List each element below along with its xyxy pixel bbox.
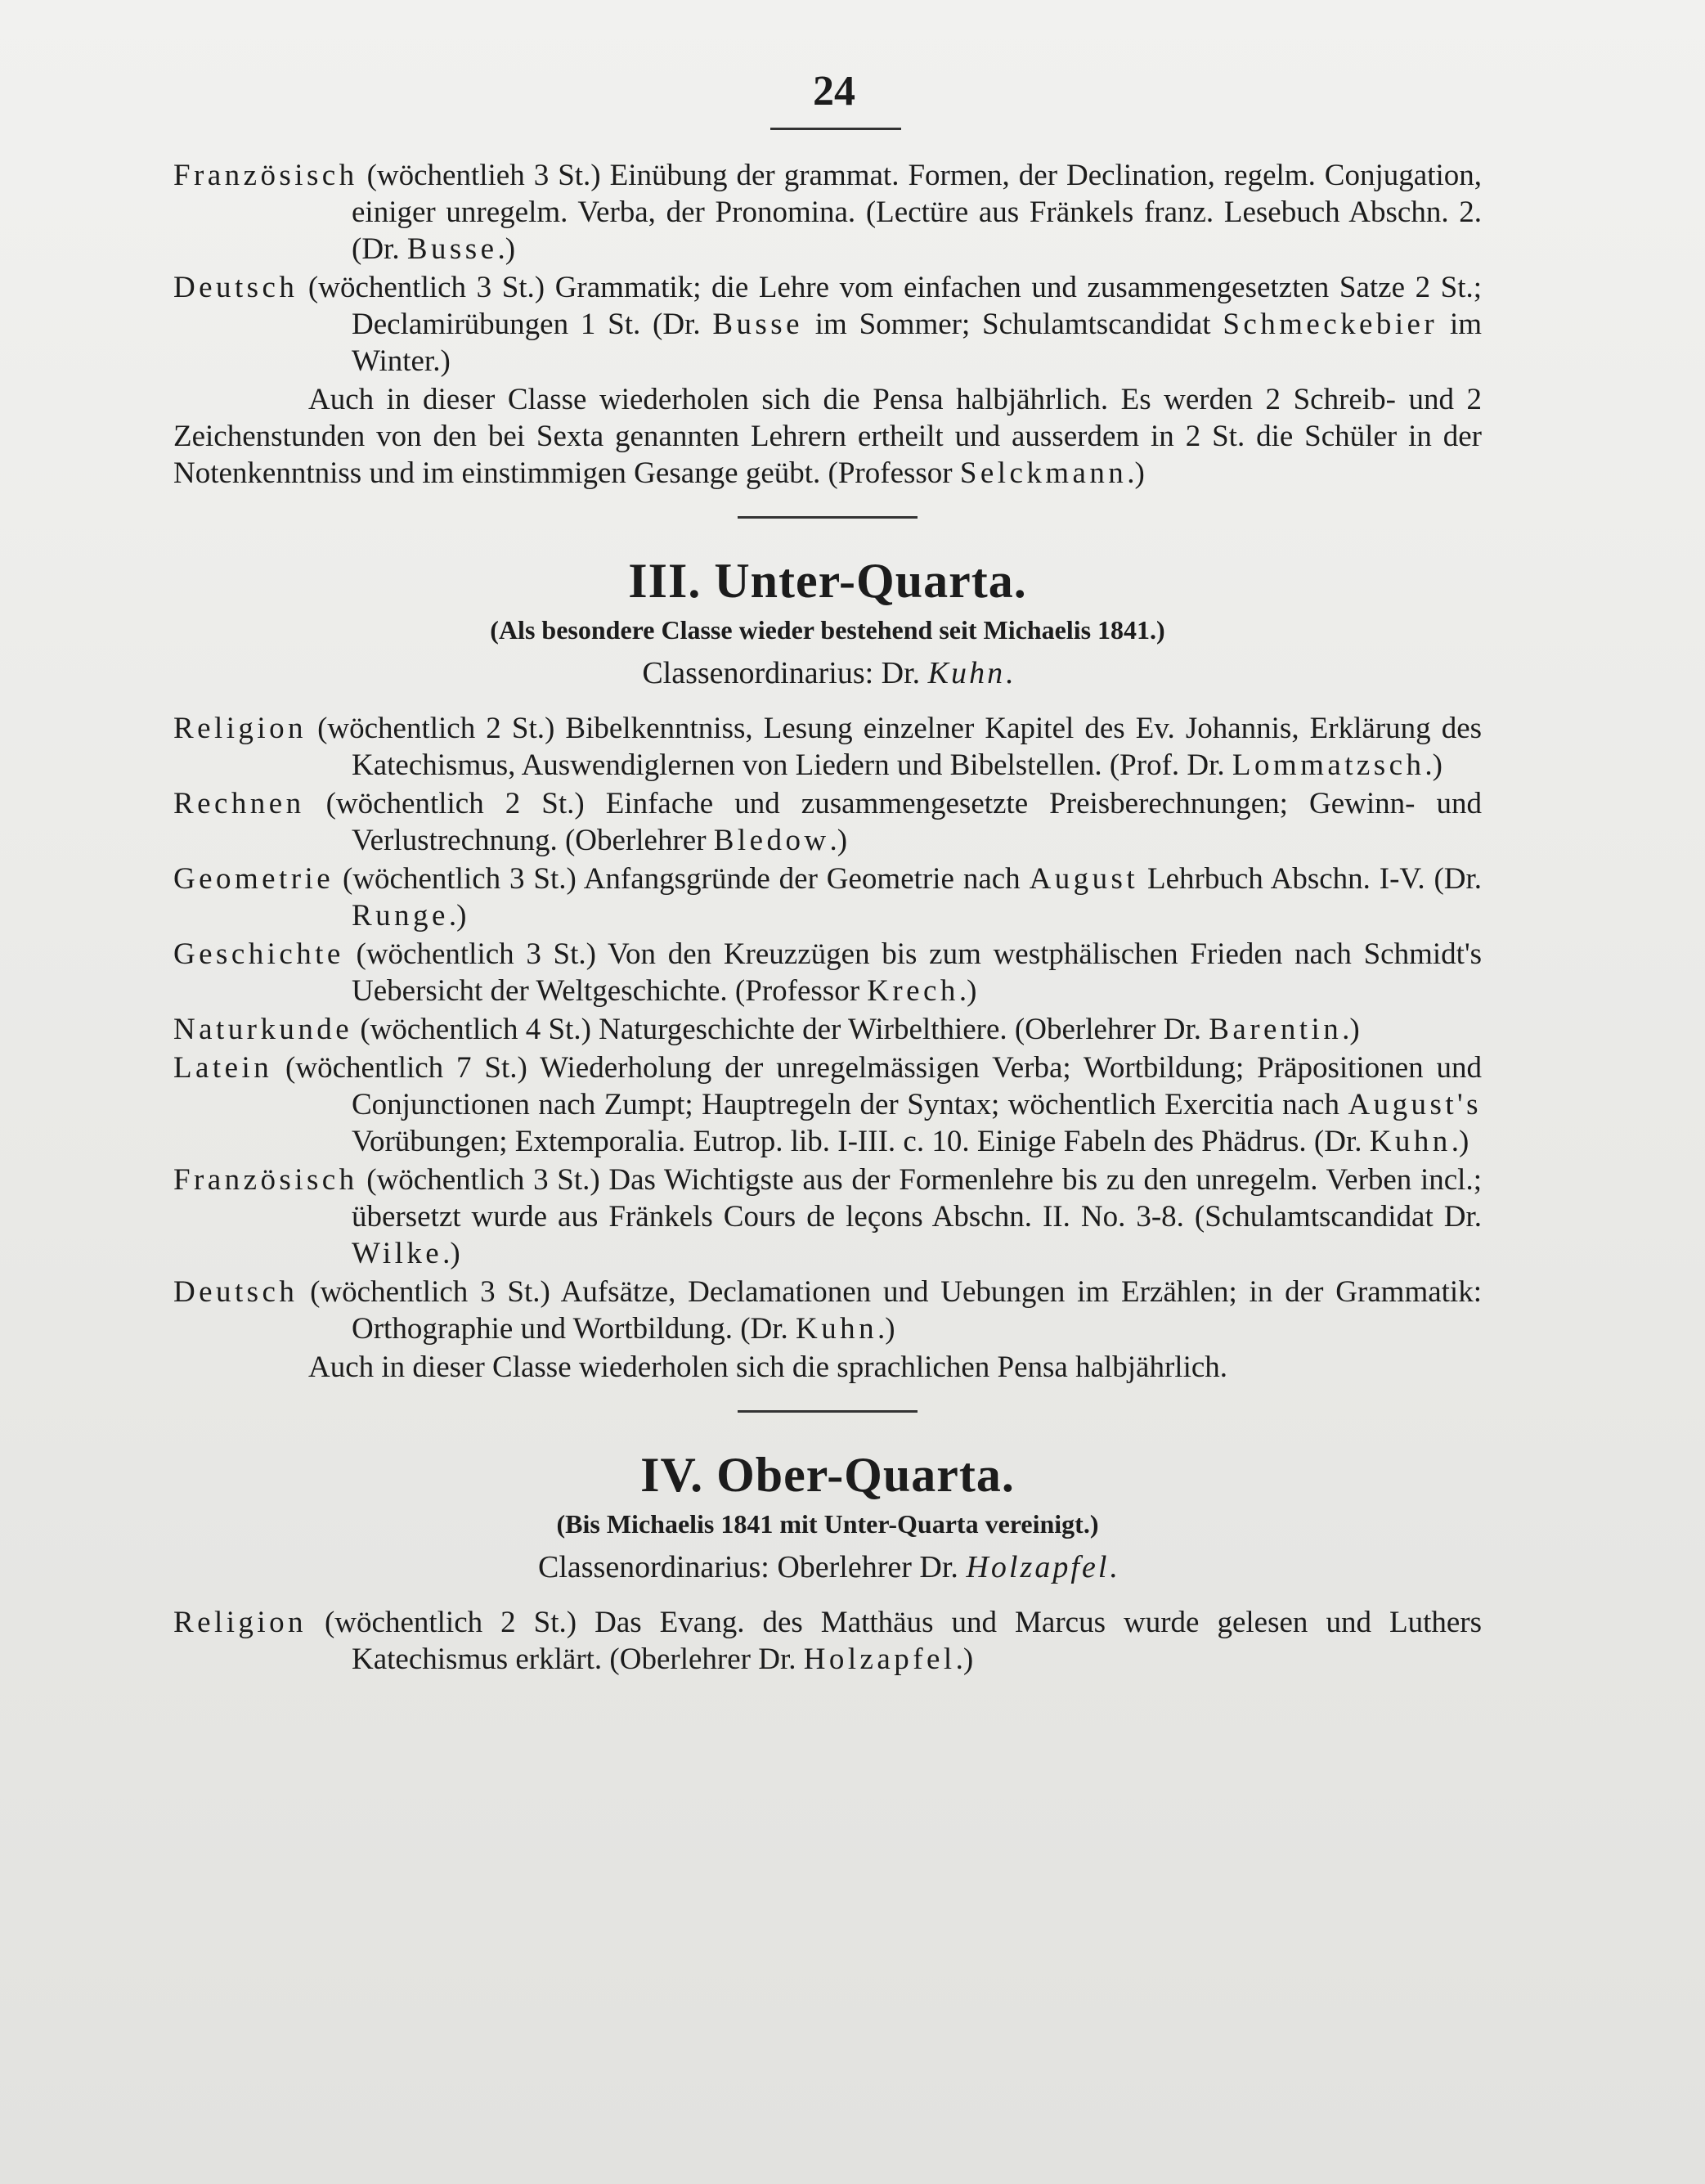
entry-continuation: im Sommer; Schulamtscandidat	[814, 308, 1211, 341]
teacher-name: Barentin	[1209, 1013, 1343, 1046]
intro-note	[173, 381, 1482, 492]
subject-name: Deutsch	[173, 1275, 298, 1309]
subject-name: Deutsch	[173, 271, 298, 304]
entry-rechnen	[173, 785, 1482, 859]
section-title: IV. Ober-Quarta.	[640, 1448, 1015, 1502]
entry-latein	[173, 1049, 1482, 1160]
subject-hours: (wöchentlich 3 St.)	[307, 271, 545, 304]
section-divider	[738, 516, 918, 519]
entry-continuation: Lehrbuch Abschn. I-V. (Dr.	[1147, 862, 1483, 896]
entry-end: .)	[955, 1642, 974, 1676]
teacher-name: August	[1029, 862, 1139, 896]
subject-hours: (wöchentlieh 3 St.)	[366, 159, 601, 192]
subject-hours: (wöchentlich 2 St.)	[324, 1606, 577, 1639]
subject-description: Von den Kreuzzügen bis zum westphälischen Frieden nach Schmidt's Uebersicht der Weltgeschichte. (Professor	[352, 937, 1483, 1008]
note-end: .)	[1127, 456, 1145, 490]
teacher-name: August's	[1348, 1088, 1482, 1121]
entry-deutsch	[173, 1274, 1482, 1347]
ordinarius-name: Holzapfel	[966, 1550, 1110, 1584]
note-text: Auch in dieser Classe wiederholen sich die Pensa halbjährlich. Es werden 2 Schreib- und 2 Zeichenstunden von den bei Sexta genannten Lehrern ertheilt und ausserdem in 2 St. die Schüler in der Notenkenntniss und im einstimmigen Gesange geübt. (Professor	[173, 383, 1482, 490]
teacher-name-2: Runge	[352, 899, 449, 932]
subject-hours: (wöchentlich 3 St.)	[356, 937, 596, 971]
entry-geometrie	[173, 861, 1482, 934]
subject-description: Bibelkenntniss, Lesung einzelner Kapitel des Ev. Johannis, Erklärung des Katechismus, Auswendiglernen von Liedern und Bibelstellen. (Prof. Dr.	[352, 712, 1483, 782]
entry-end: .)	[497, 232, 516, 266]
subject-name: Französisch	[173, 159, 358, 192]
subject-description: Das Evang. des Matthäus und Marcus wurde gelesen und Luthers Katechismus erklärt. (Oberlehrer Dr.	[352, 1606, 1482, 1676]
section-title: III. Unter-Quarta.	[628, 554, 1027, 608]
teacher-name: Bledow	[713, 824, 830, 857]
entry-franzoesisch-previous	[173, 157, 1482, 267]
section-header-ober-quarta	[173, 1410, 1482, 1589]
section-note: Auch in dieser Classe wiederholen sich die sprachlichen Pensa halbjährlich.	[308, 1350, 1228, 1384]
ordinarius-label: Classenordinarius: Dr.	[642, 656, 921, 690]
subject-description: Naturgeschichte der Wirbelthiere. (Oberlehrer Dr.	[599, 1013, 1201, 1046]
entry-deutsch-previous	[173, 269, 1482, 380]
ordinarius-label: Classenordinarius: Oberlehrer Dr.	[537, 1550, 958, 1584]
subject-hours: (wöchentlich 3 St.)	[366, 1163, 600, 1197]
section-subtitle: (Bis Michaelis 1841 mit Unter-Quarta vereinigt.)	[556, 1509, 1099, 1539]
entry-naturkunde	[173, 1011, 1482, 1048]
subject-hours: (wöchentlich 3 St.)	[310, 1275, 550, 1309]
entry-end: .)	[1425, 748, 1443, 782]
subject-name: Geometrie	[173, 862, 334, 896]
ordinarius-name: Kuhn	[927, 656, 1006, 690]
subject-hours: (wöchentlich 2 St.)	[325, 787, 585, 820]
entry-franzoesisch	[173, 1162, 1482, 1272]
entry-geschichte	[173, 936, 1482, 1009]
teacher-name: Busse	[406, 232, 498, 266]
subject-description: Einfache und zusammengesetzte Preisberechnungen; Gewinn- und Verlustrechnung. (Oberlehrer	[352, 787, 1482, 857]
subject-description: Grammatik; die Lehre vom einfachen und zusammengesetzten Satze 2 St.; Declamirübungen 1 St. (Dr.	[352, 271, 1483, 341]
subject-name: Rechnen	[173, 787, 305, 820]
entry-end: .)	[829, 824, 848, 857]
class-ordinarius	[173, 651, 1482, 695]
subject-hours: (wöchentlich 2 St.)	[317, 712, 555, 745]
subject-name: Religion	[173, 1606, 307, 1639]
class-ordinarius	[173, 1545, 1482, 1589]
ordinarius-end: .	[1005, 656, 1013, 690]
subject-hours: (wöchentlich 7 St.)	[285, 1051, 527, 1085]
subject-description: Anfangsgründe der Geometrie nach	[583, 862, 1021, 896]
teacher-name: Krech	[867, 974, 959, 1008]
entry-religion	[173, 710, 1482, 784]
section-subtitle: (Als besondere Classe wieder bestehend seit Michaelis 1841.)	[490, 615, 1165, 645]
entry-continuation: Vorübungen; Extemporalia. Eutrop. lib. I-III. c. 10. Einige Fabeln des Phädrus. (Dr.	[352, 1125, 1362, 1158]
page-number: 24	[813, 68, 855, 115]
teacher-name: Kuhn	[796, 1312, 878, 1346]
subject-description: Wiederholung der unregelmässigen Verba; Wortbildung; Präpositionen und Conjunctionen nach Zumpt; Hauptregeln der Syntax; wöchentlich Exercitia nach	[352, 1051, 1482, 1121]
teacher-name: Wilke	[352, 1237, 443, 1270]
section-header-unter-quarta	[173, 516, 1482, 695]
subject-hours: (wöchentlich 4 St.)	[360, 1013, 591, 1046]
intro-block	[173, 157, 1482, 1679]
subject-description: Das Wichtigste aus der Formenlehre bis zu den unregelm. Verben incl.; übersetzt wurde aus Fränkels Cours de leçons Abschn. II. No. 3-8. (Schulamtscandidat Dr.	[352, 1163, 1482, 1234]
entry-religion-ober-quarta	[173, 1604, 1482, 1678]
teacher-name-2: Schmeckebier	[1223, 308, 1438, 341]
teacher-name: Busse	[712, 308, 803, 341]
entry-end: .)	[1342, 1013, 1360, 1046]
entry-end: im Winter.)	[352, 308, 1483, 378]
ordinarius-end: .	[1109, 1550, 1118, 1584]
subject-name: Geschichte	[173, 937, 344, 971]
teacher-name: Lommatzsch	[1232, 748, 1425, 782]
subject-name: Französisch	[173, 1163, 358, 1197]
subject-name: Latein	[173, 1051, 273, 1085]
subject-hours: (wöchentlich 3 St.)	[343, 862, 577, 896]
teacher-name: Selckmann	[959, 456, 1128, 490]
teacher-name-2: Kuhn	[1369, 1125, 1451, 1158]
entry-end: .)	[877, 1312, 895, 1346]
entry-end: .)	[1451, 1125, 1469, 1158]
page-number-rule	[770, 128, 901, 130]
section-divider	[738, 1410, 918, 1413]
entry-end: .)	[958, 974, 977, 1008]
subject-name: Naturkunde	[173, 1013, 353, 1046]
entry-end: .)	[442, 1237, 460, 1270]
entry-end: .)	[448, 899, 467, 932]
teacher-name: Holzapfel	[803, 1642, 956, 1676]
subject-description: Aufsätze, Declamationen und Uebungen im Erzählen; in der Grammatik: Orthographie und Wortbildung. (Dr.	[352, 1275, 1482, 1346]
subject-name: Religion	[173, 712, 307, 745]
subject-description: Einübung der grammat. Formen, der Declination, regelm. Conjugation, einiger unregelm. Verba, der Pronomina. (Lectüre aus Fränkels franz. Lesebuch Abschn. 2. (Dr.	[352, 159, 1482, 266]
